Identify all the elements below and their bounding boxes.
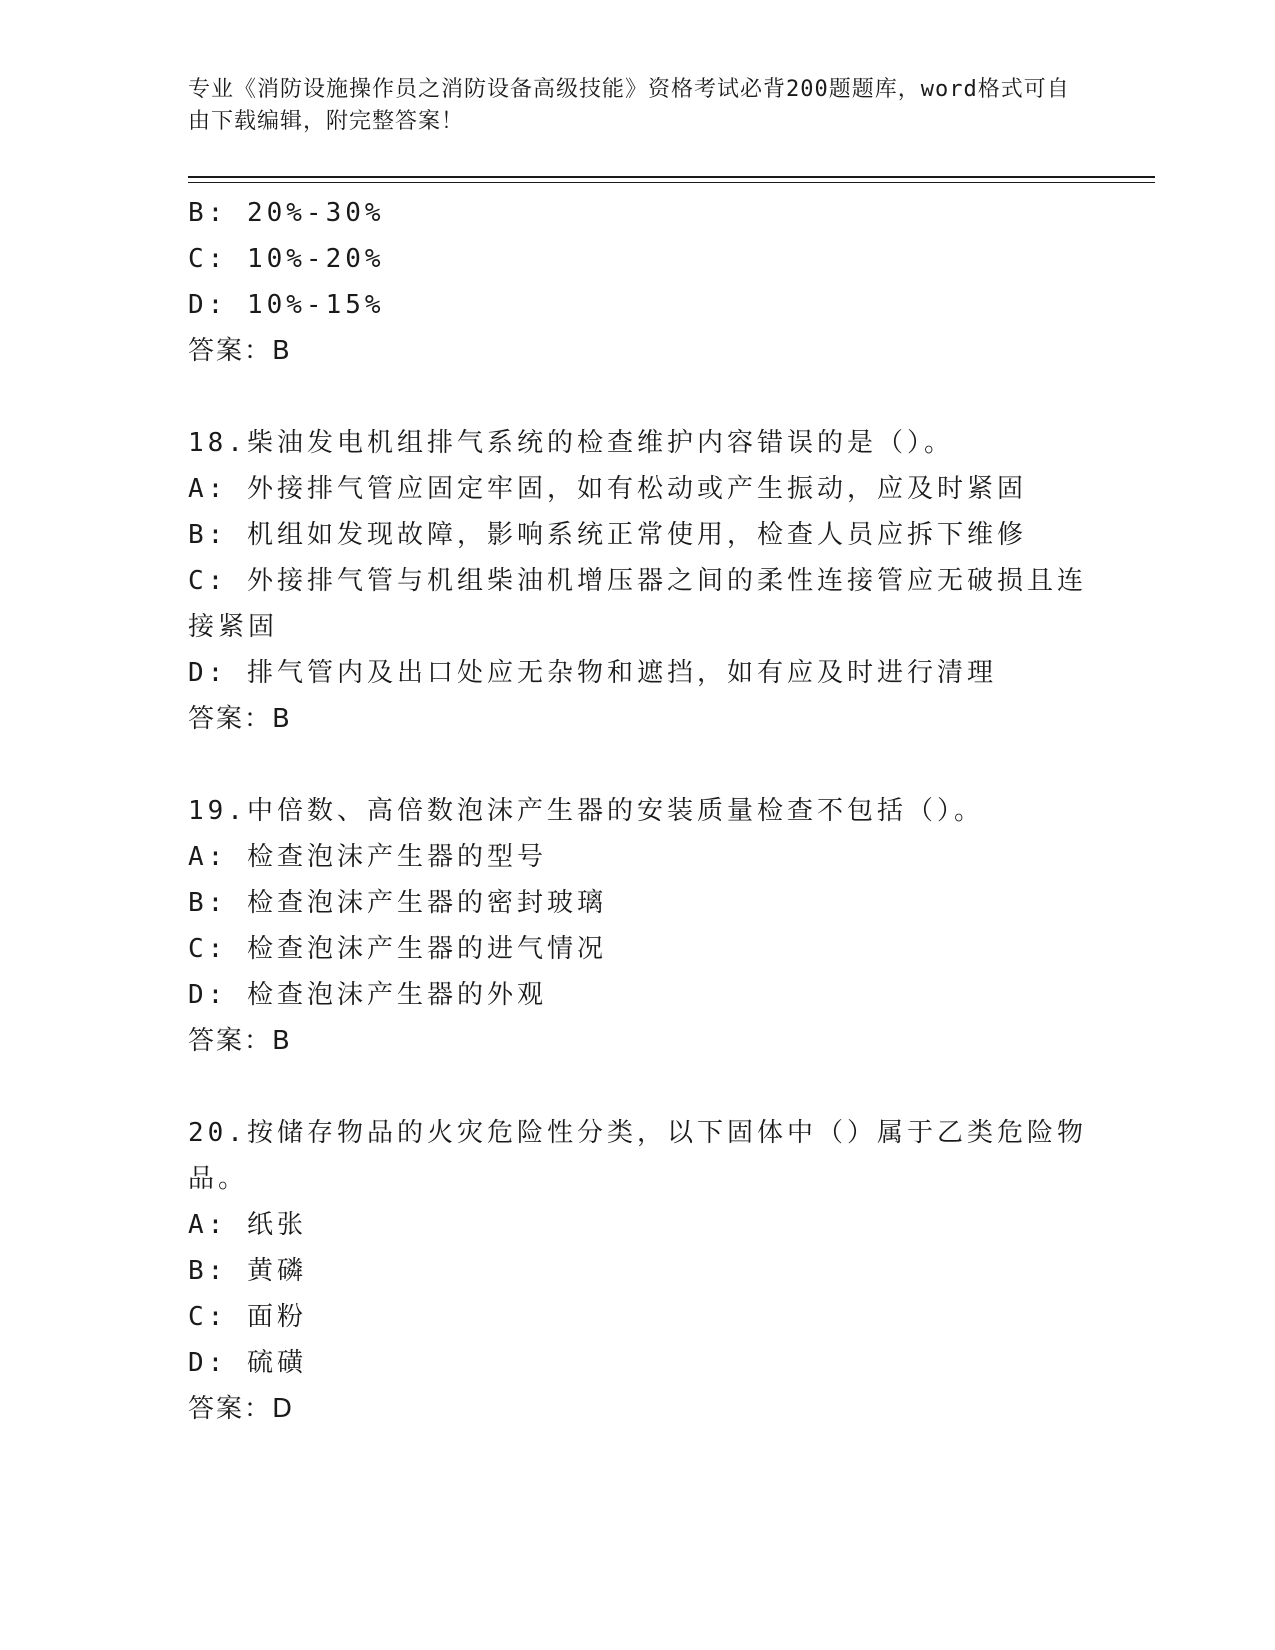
question-19 [188, 788, 1088, 1064]
option-b: B: 黄磷 [188, 1256, 307, 1286]
option-c: C: 10%-20% [188, 244, 385, 274]
answer-line: 答案：D [188, 1394, 295, 1424]
question-text: 20.按储存物品的火灾危险性分类，以下固体中（）属于乙类危险物品。 [188, 1118, 1087, 1194]
question-list [188, 190, 1088, 1432]
question-18 [188, 420, 1088, 742]
spacer [188, 1064, 1088, 1110]
option-c: C: 检查泡沫产生器的进气情况 [188, 934, 607, 964]
option-c: C: 外接排气管与机组柴油机增压器之间的柔性连接管应无破损且连接紧固 [188, 566, 1087, 642]
option-d: D: 检查泡沫产生器的外观 [188, 980, 547, 1010]
answer-line: 答案：B [188, 336, 292, 366]
option-a: A: 检查泡沫产生器的型号 [188, 842, 547, 872]
header-title: 专业《消防设施操作员之消防设备高级技能》资格考试必背200题题库，word格式可自由下载编辑，附完整答案！ [188, 77, 1070, 134]
option-b: B: 检查泡沫产生器的密封玻璃 [188, 888, 607, 918]
option-d: D: 10%-15% [188, 290, 385, 320]
option-d: D: 硫磺 [188, 1348, 307, 1378]
spacer [188, 742, 1088, 788]
spacer [188, 374, 1088, 420]
header-divider-thin [188, 182, 1155, 183]
document-header [188, 74, 1088, 138]
option-b: B: 机组如发现故障，影响系统正常使用，检查人员应拆下维修 [188, 520, 1027, 550]
header-divider-thick [188, 176, 1155, 178]
option-a: A: 外接排气管应固定牢固，如有松动或产生振动，应及时紧固 [188, 474, 1027, 504]
option-a: A: 纸张 [188, 1210, 307, 1240]
answer-line: 答案：B [188, 1026, 292, 1056]
option-b: B: 20%-30% [188, 198, 385, 228]
option-c: C: 面粉 [188, 1302, 307, 1332]
question-20 [188, 1110, 1088, 1432]
question-text: 19.中倍数、高倍数泡沫产生器的安装质量检查不包括（）。 [188, 796, 984, 826]
question-text: 18.柴油发电机组排气系统的检查维护内容错误的是（）。 [188, 428, 954, 458]
question-17-tail [188, 190, 1088, 374]
option-d: D: 排气管内及出口处应无杂物和遮挡，如有应及时进行清理 [188, 658, 997, 688]
answer-line: 答案：B [188, 704, 292, 734]
